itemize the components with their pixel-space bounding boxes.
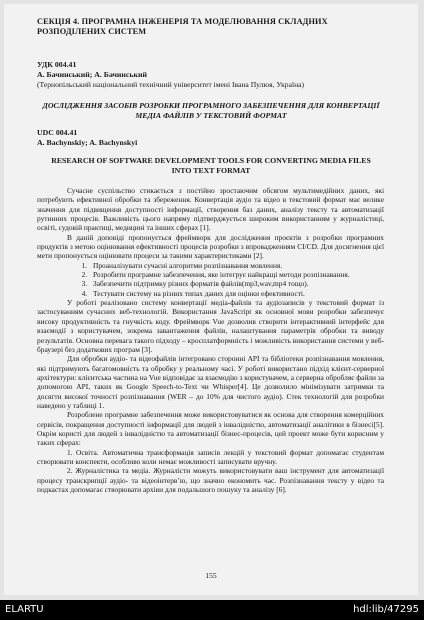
section-heading: СЕКЦІЯ 4. ПРОГРАМНА ІНЖЕНЕРІЯ ТА МОДЕЛЮВАННЯ СКЛАДНИХ РОЗПОДІЛЕНИХ СИСТЕМ [37, 17, 328, 37]
paper-title-en: RESEARCH OF SOFTWARE DEVELOPMENT TOOLS FOR CONVERTING MEDIA FILES INTO TEXT FORMAT [51, 156, 371, 175]
paragraph-education: 1. Освіта. Автоматична трансформація записів лекцій у текстовий формат допомагає студентам створювати конспекти, особливо коли немає можливості записувати вручну. [37, 447, 384, 466]
affiliation: (Тернопільський національний технічний університет імені Івана Пулюя, Україна) [37, 80, 305, 89]
list-item: 1. Проаналізувати сучасні алгоритми розпізнавання мовлення. [89, 261, 384, 270]
list-item: 2. Розробити програмне забезпечення, яке інтегрує найкращі методи розпізнавання. [89, 270, 384, 279]
paragraph-applications: Розроблене програмне забезпечення може використовуватися як основа для створення комерційних сервісів, покращення доступності інформації для людей з інвалідністю, автоматизації аналітики в бізнесі[5]. Окрім користі для людей з інвалідністю та автоматизації бізнес-процесів, цей проект може бути корисним у таких сферах: [37, 410, 384, 448]
footer-handle-label: hdl:lib/47295 [353, 604, 419, 615]
footer-repository-label: ELARTU [5, 604, 44, 615]
document-page [4, 4, 418, 595]
paragraph-framework: В даній доповіді пропонується фреймворк для дослідження проєктів з розробки програмних продуктів з метою оцінювання ефективності процесів розробки з впровадженням CI/CD. Для досягнення цієї мети пропонується оцінювати процеси за такими характеристиками [2]. [37, 232, 384, 261]
page-number: 155 [205, 571, 217, 580]
udk-code-ua: УДК 004.41 [37, 60, 77, 69]
list-item: 3. Забезпечити підтримку різних форматів файлів(mp3,wav,mp4 тощо). [89, 279, 384, 288]
paper-body [37, 186, 384, 494]
authors-en: A. Bachynskiy; A. Bachynskyi [37, 138, 138, 147]
authors-ua: А. Бачинський; А. Бачинський [37, 70, 147, 79]
paragraph-journalism: 2. Журналістика та медіа. Журналісти можуть використовувати ваш інструмент для автоматизації процесу транскрипції аудіо- та відеоінтерв’ю, що значно економить час. Розпізнавання тексту у відео та подкастах допомагає створювати архіви для подальшого пошуку та аналізу [6]. [37, 466, 384, 494]
paragraph-intro: Сучасне суспільство стикається з постійно зростаючим обсягом мультимедійних даних, які потребують ефективної обробки та збереження. Конвертація аудіо та відео в текстовий формат має велике значення для підвищення доступності інформації, створення баз даних, аналізу тексту та автоматизації рутинних процесів. Важливість цього напряму підтверджується широким використанням у журналістиці, освіті, судовій практиці, медицині та інших сферах [1]. [37, 186, 384, 233]
paragraph-api: Для обробки аудіо- та відеофайлів інтегровано сторонні API та бібліотеки розпізнавання мовлення, які підтримують багатомовність та обробку у реальному часі. У роботі використано підхід клієнт-серверної архітектури: клієнтська частина на Vue відповідає за взаємодію з користувачем, а серверна обробляє файли за допомогою API, таких як Google Speech-to-Text чи Whisper[4]. Це дозволило мінімізувати затримки та досягти високої точності розпізнавання (WER – до 10% для чистого аудіо). Стек технологій для розробки наведено у таблиці 1. [37, 354, 384, 410]
paper-title-ua: ДОСЛІДЖЕННЯ ЗАСОБІВ РОЗРОБКИ ПРОГРАМНОГО ЗАБЕЗПЕЧЕННЯ ДЛЯ КОНВЕРТАЦІЇ МЕДІА ФАЙЛІВ У ТЕКСТОВИЙ ФОРМАТ [42, 101, 380, 120]
udc-code-en: UDC 004.41 [37, 128, 78, 137]
task-list [37, 261, 384, 298]
list-item: 4. Тестувати систему на різних типах даних для оцінки ефективності. [89, 289, 384, 298]
paragraph-implementation: У роботі реалізовано систему конвертації медіа-файлів та аудіозаписів у текстовий формат із застосуванням сучасних веб-технологій. Використання JavaScript як основної мови розробки забезпечує високу продуктивність та гнучкість коду. Фреймворк Vue дозволив створити інтерактивний інтерфейс для взаємодії з користувачем, зокрема завантаження файлів, налаштування параметрів обробки та виводу результатів. Основна перевага такого підходу – кросплатформність і можливість використання системи у веб-браузері без додаткових програм [3]. [37, 298, 384, 354]
footer-bar [0, 600, 424, 620]
